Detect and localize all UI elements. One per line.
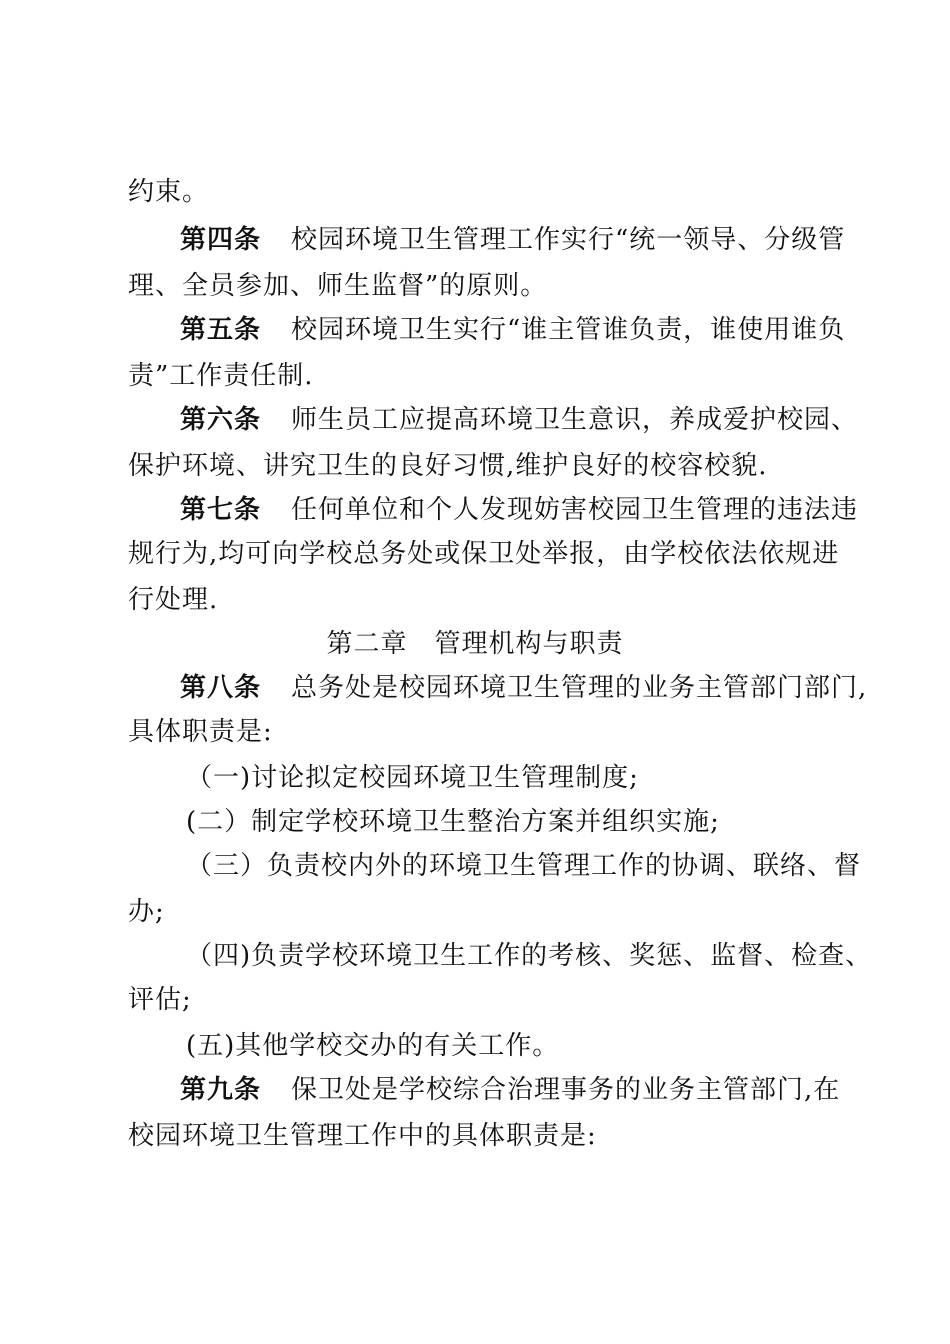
line-text: 评估; (128, 985, 192, 1015)
line-text: 师生员工应提高环境卫生意识，养成爱护校园、 (291, 405, 859, 435)
article-6-line (180, 404, 880, 436)
article-heading: 第九条 (180, 1075, 262, 1105)
list-item-text: (二）制定学校环境卫生整治方案并组织实施; (186, 807, 720, 837)
text-line (128, 538, 840, 570)
list-item (186, 940, 886, 972)
line-text: 保卫处是学校综合治理事务的业务主管部门,在 (291, 1075, 841, 1105)
article-heading: 第八条 (180, 673, 262, 703)
line-text: 任何单位和个人发现妨害校园卫生管理的违法违 (291, 495, 859, 525)
article-heading: 第六条 (180, 405, 262, 435)
line-text: 约束。 (128, 177, 210, 207)
article-heading: 第四条 (180, 225, 262, 255)
article-9-line (180, 1074, 880, 1106)
list-item-text: （三）负责校内外的环境卫生管理工作的协调、联络、督 (186, 851, 862, 881)
text-line (128, 896, 828, 928)
line-text: 具体职责是: (128, 717, 273, 747)
line-text: 责”工作责任制. (128, 361, 314, 391)
list-item (186, 1030, 886, 1062)
article-heading: 第五条 (180, 315, 262, 345)
line-text: 保护环境、讲究卫生的良好习惯,维护良好的校容校貌. (128, 451, 768, 481)
article-5-line (180, 314, 880, 346)
text-line (128, 360, 828, 392)
line-text: 总务处是校园环境卫生管理的业务主管部门部门, (291, 673, 868, 703)
text-line (128, 716, 828, 748)
text-line (128, 176, 828, 208)
text-line (128, 270, 828, 302)
chapter-heading: 第二章 管理机构与职责 (326, 629, 624, 659)
text-line (128, 450, 828, 482)
line-text: 校园环境卫生管理工作实行“统一领导、分级管 (291, 225, 846, 255)
list-item-text: (五)其他学校交办的有关工作。 (186, 1031, 560, 1061)
line-text: 理、全员参加、师生监督”的原则。 (128, 271, 548, 301)
article-heading: 第七条 (180, 495, 262, 525)
article-8-line (180, 672, 880, 704)
text-line (128, 1120, 828, 1152)
text-line (128, 584, 828, 616)
list-item-text: （四)负责学校环境卫生工作的考核、奖惩、监督、检查、 (186, 941, 873, 971)
article-4-line (180, 224, 880, 256)
text-line (128, 984, 828, 1016)
list-item (186, 762, 886, 794)
list-item-text: （一)讨论拟定校园环境卫生管理制度; (186, 763, 639, 793)
list-item (186, 806, 886, 838)
list-item (186, 850, 886, 882)
line-text: 行处理. (128, 585, 219, 615)
line-text: 校园环境卫生管理工作中的具体职责是: (128, 1121, 597, 1151)
line-text: 校园环境卫生实行“谁主管谁负责，谁使用谁负 (291, 315, 846, 345)
article-7-line (180, 494, 880, 526)
line-text: 规行为,均可向学校总务处或保卫处举报，由学校依法依规进 (128, 539, 840, 569)
line-text: 办; (128, 897, 165, 927)
